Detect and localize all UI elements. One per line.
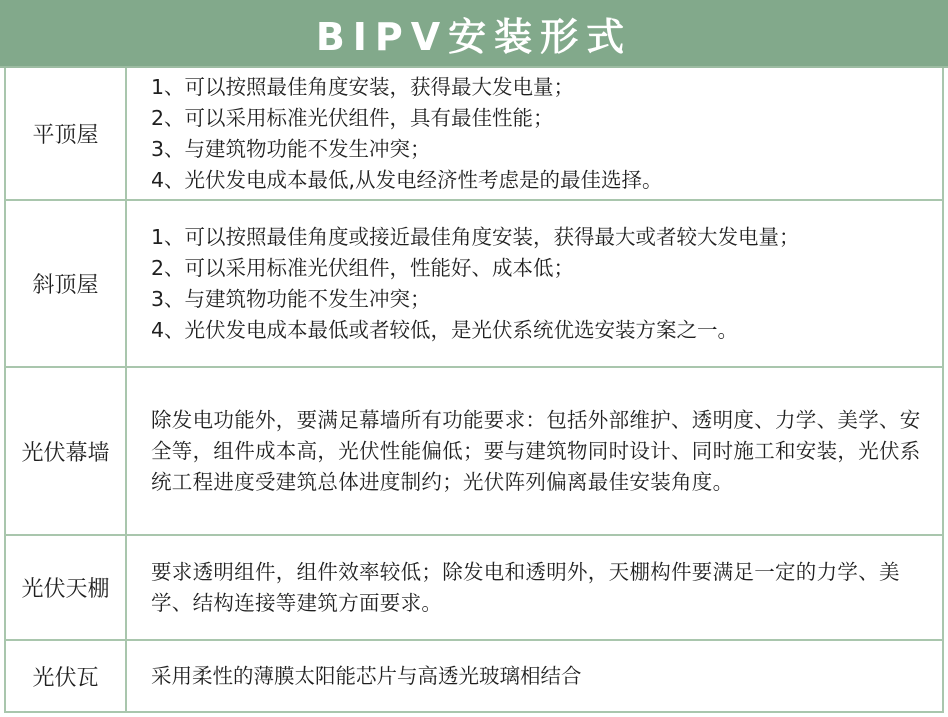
row-label-pv-canopy: 光伏天棚 xyxy=(6,536,127,639)
list-item: 1、可以按照最佳角度或接近最佳角度安装，获得最大或者较大发电量； xyxy=(151,224,800,249)
row-label-pv-curtain-wall: 光伏幕墙 xyxy=(6,368,127,534)
table-title: BIPV安装形式 xyxy=(315,14,633,59)
list-item: 1、可以按照最佳角度安装，获得最大发电量； xyxy=(151,74,575,99)
table-row-pv-curtain-wall xyxy=(6,368,942,536)
row-description: 除发电功能外，要满足幕墙所有功能要求：包括外部维护、透明度、力学、美学、安全等，组件成本高，光伏性能偏低；要与建筑物同时设计、同时施工和安装，光伏系统工程进度受建筑总体进度制约；光伏阵列偏离最佳安装角度。 xyxy=(151,407,921,494)
row-content-flat-roof xyxy=(127,68,942,199)
row-description: 要求透明组件，组件效率较低；除发电和透明外，天棚构件要满足一定的力学、美学、结构连接等建筑方面要求。 xyxy=(151,559,900,615)
table-row-pv-tile xyxy=(6,641,942,713)
table-row-flat-roof xyxy=(6,68,942,201)
row-label-pv-tile: 光伏瓦 xyxy=(6,641,127,711)
bipv-table xyxy=(4,68,944,713)
row-content-pv-canopy xyxy=(127,536,942,639)
row-content-pv-curtain-wall xyxy=(127,368,942,534)
list-item: 3、与建筑物功能不发生冲突； xyxy=(151,286,431,311)
table-row-pitched-roof xyxy=(6,201,942,368)
list-item: 2、可以采用标准光伏组件，具有最佳性能； xyxy=(151,105,554,130)
list-item: 2、可以采用标准光伏组件，性能好、成本低； xyxy=(151,255,575,280)
row-content-pitched-roof xyxy=(127,201,942,366)
row-label-flat-roof: 平顶屋 xyxy=(6,68,127,199)
row-content-pv-tile xyxy=(127,641,942,711)
row-description: 采用柔性的薄膜太阳能芯片与高透光玻璃相结合 xyxy=(151,663,582,688)
row-label-pitched-roof: 斜顶屋 xyxy=(6,201,127,366)
list-item: 4、光伏发电成本最低或者较低，是光伏系统优选安装方案之一。 xyxy=(151,317,739,342)
list-item: 4、光伏发电成本最低,从发电经济性考虑是的最佳选择。 xyxy=(151,167,663,192)
title-bar xyxy=(0,0,948,68)
list-item: 3、与建筑物功能不发生冲突； xyxy=(151,136,431,161)
table-row-pv-canopy xyxy=(6,536,942,641)
